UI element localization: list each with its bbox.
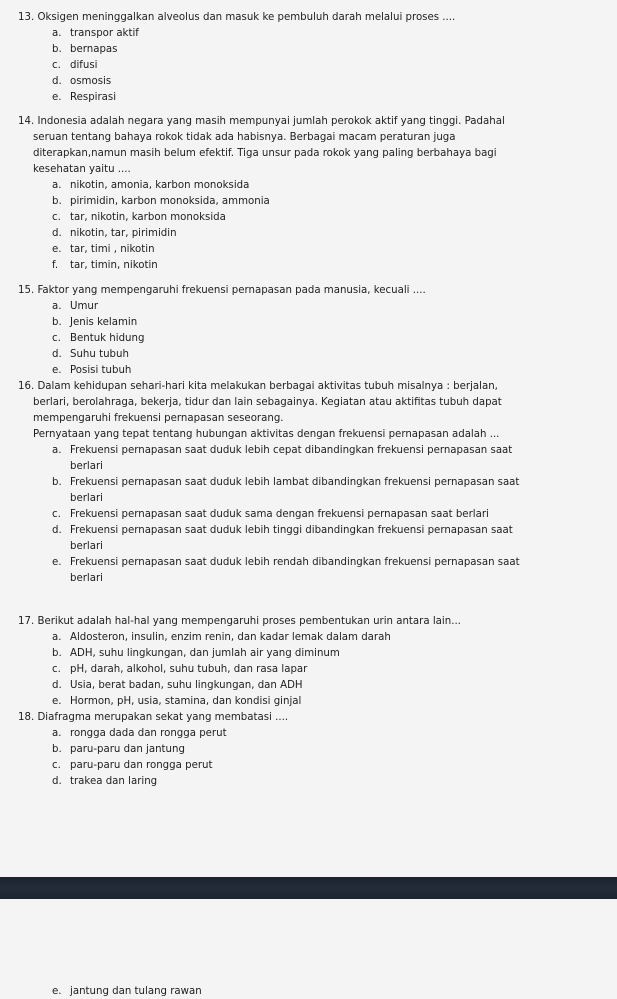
option-b[interactable]: b. Jenis kelamin xyxy=(52,317,138,328)
question-17 xyxy=(18,614,598,710)
question-stem-line: kesehatan yaitu .... xyxy=(33,164,131,175)
question-stem-line: seruan tentang bahaya rokok tidak ada habisnya. Berbagai macam peraturan juga xyxy=(33,132,456,143)
option-a[interactable]: a. Aldosteron, insulin, enzim renin, dan kadar lemak dalam darah xyxy=(52,632,391,643)
option-e[interactable]: e. Hormon, pH, usia, stamina, dan kondisi ginjal xyxy=(52,696,302,707)
option-b[interactable]: b. Frekuensi pernapasan saat duduk lebih lambat dibandingkan frekuensi pernapasan saat xyxy=(52,477,520,488)
option-b[interactable]: b. pirimidin, karbon monoksida, ammonia xyxy=(52,196,270,207)
option-c[interactable]: c. paru-paru dan rongga perut xyxy=(52,760,213,771)
option-c[interactable]: c. pH, darah, alkohol, suhu tubuh, dan rasa lapar xyxy=(52,664,308,675)
question-stem: 17. Berikut adalah hal-hal yang mempengaruhi proses pembentukan urin antara lain... xyxy=(18,616,461,627)
option-f[interactable]: f. tar, timin, nikotin xyxy=(52,260,158,271)
question-stem: 13. Oksigen meninggalkan alveolus dan masuk ke pembuluh darah melalui proses .... xyxy=(18,12,456,23)
option-d[interactable]: d. Frekuensi pernapasan saat duduk lebih tinggi dibandingkan frekuensi pernapasan saat xyxy=(52,525,513,536)
question-16 xyxy=(18,379,598,587)
option-e-wrap: berlari xyxy=(70,573,104,584)
option-c[interactable]: c. difusi xyxy=(52,60,98,71)
option-c[interactable]: c. Frekuensi pernapasan saat duduk sama dengan frekuensi pernapasan saat berlari xyxy=(52,509,489,520)
question-stem-line: berlari, berolahraga, bekerja, tidur dan lain sebagainya. Kegiatan atau aktifitas tubuh dapat xyxy=(33,397,502,408)
option-c[interactable]: c. tar, nikotin, karbon monoksida xyxy=(52,212,226,223)
option-a[interactable]: a. Frekuensi pernapasan saat duduk lebih cepat dibandingkan frekuensi pernapasan saat xyxy=(52,445,513,456)
question-stem: 15. Faktor yang mempengaruhi frekuensi pernapasan pada manusia, kecuali .... xyxy=(18,285,426,296)
option-d[interactable]: d. Usia, berat badan, suhu lingkungan, dan ADH xyxy=(52,680,303,691)
option-e[interactable]: e. Respirasi xyxy=(52,92,117,103)
option-a[interactable]: a. rongga dada dan rongga perut xyxy=(52,728,227,739)
question-13 xyxy=(18,10,598,106)
question-stem: 14. Indonesia adalah negara yang masih mempunyai jumlah perokok aktif yang tinggi. Padahal xyxy=(18,116,505,127)
option-b[interactable]: b. bernapas xyxy=(52,44,118,55)
option-d[interactable]: d. nikotin, tar, pirimidin xyxy=(52,228,177,239)
question-15 xyxy=(18,283,598,379)
option-e[interactable]: e. Posisi tubuh xyxy=(52,365,132,376)
option-b[interactable]: b. ADH, suhu lingkungan, dan jumlah air yang diminum xyxy=(52,648,340,659)
option-a[interactable]: a. transpor aktif xyxy=(52,28,139,39)
option-b-wrap: berlari xyxy=(70,493,104,504)
question-stem-line: Pernyataan yang tepat tentang hubungan aktivitas dengan frekuensi pernapasan adalah ... xyxy=(33,429,500,440)
question-stem: 18. Diafragma merupakan sekat yang membatasi .... xyxy=(18,712,289,723)
question-stem-line: diterapkan,namun masih belum efektif. Tiga unsur pada rokok yang paling berbahaya bagi xyxy=(33,148,497,159)
option-e[interactable]: e. tar, timi , nikotin xyxy=(52,244,155,255)
option-d-wrap: berlari xyxy=(70,541,104,552)
page-break-band xyxy=(0,877,617,899)
option-b[interactable]: b. paru-paru dan jantung xyxy=(52,744,185,755)
option-e[interactable]: e. jantung dan tulang rawan xyxy=(52,986,202,997)
option-c[interactable]: c. Bentuk hidung xyxy=(52,333,145,344)
option-a[interactable]: a. Umur xyxy=(52,301,99,312)
option-d[interactable]: d. osmosis xyxy=(52,76,112,87)
question-stem: 16. Dalam kehidupan sehari-hari kita melakukan berbagai aktivitas tubuh misalnya : berjalan, xyxy=(18,381,498,392)
question-stem-line: mempengaruhi frekuensi pernapasan seseorang. xyxy=(33,413,284,424)
option-e[interactable]: e. Frekuensi pernapasan saat duduk lebih rendah dibandingkan frekuensi pernapasan saat xyxy=(52,557,520,568)
option-d[interactable]: d. Suhu tubuh xyxy=(52,349,129,360)
question-18 xyxy=(18,710,598,790)
option-a-wrap: berlari xyxy=(70,461,104,472)
question-14 xyxy=(18,114,598,274)
option-d[interactable]: d. trakea dan laring xyxy=(52,776,158,787)
option-a[interactable]: a. nikotin, amonia, karbon monoksida xyxy=(52,180,250,191)
